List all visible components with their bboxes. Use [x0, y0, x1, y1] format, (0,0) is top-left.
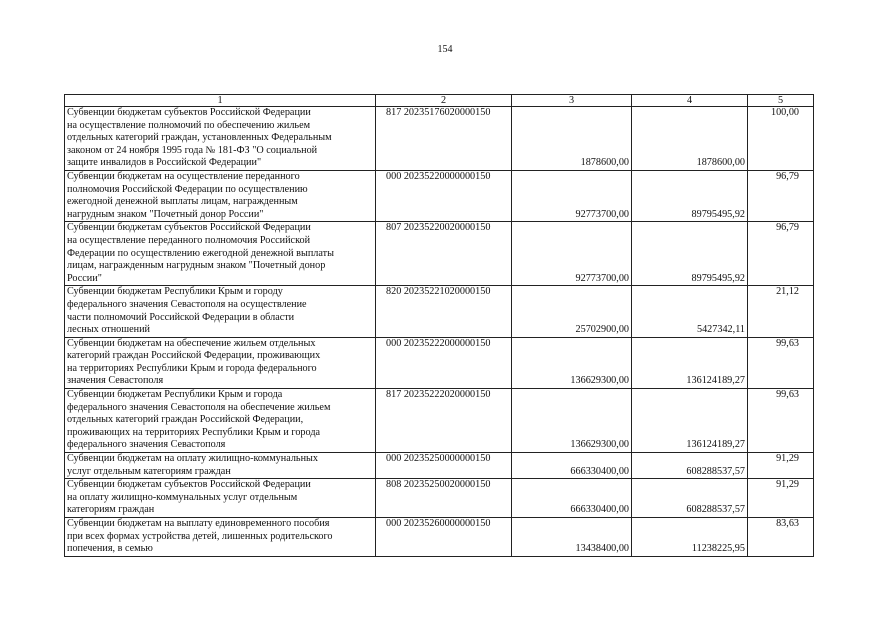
row-col4-value: 608288537,57 — [632, 479, 748, 518]
description-line: Субвенции бюджетам на осуществление переданного — [67, 170, 300, 182]
description-line: услуг отдельным категориям граждан — [67, 465, 231, 477]
row-description — [65, 389, 376, 453]
row-col4-value: 89795495,92 — [632, 170, 748, 221]
table-row — [65, 222, 814, 286]
row-code: 807 20235220020000150 — [376, 222, 512, 286]
description-line: при всех формах устройства детей, лишенных родительского — [67, 530, 333, 542]
row-col3-value: 92773700,00 — [512, 222, 632, 286]
header-col-4: 4 — [632, 95, 748, 107]
row-code: 820 20235221020000150 — [376, 286, 512, 337]
row-col3-value: 666330400,00 — [512, 479, 632, 518]
description-line: России" — [67, 272, 102, 284]
description-line: федерального значения Севастополя — [67, 439, 226, 451]
table-row — [65, 286, 814, 337]
row-code: 000 20235222000000150 — [376, 337, 512, 388]
row-col4-value: 5427342,11 — [632, 286, 748, 337]
description-line: на территориях Республики Крым и города федерального — [67, 362, 317, 374]
row-col3-value: 1878600,00 — [512, 107, 632, 171]
row-col3-value: 666330400,00 — [512, 453, 632, 479]
table-body — [65, 95, 814, 557]
page-number: 154 — [437, 44, 453, 55]
row-description — [65, 337, 376, 388]
description-line: на осуществление переданного полномочия Российской — [67, 234, 311, 246]
description-line: Субвенции бюджетам Республики Крым и городу — [67, 286, 283, 298]
row-code: 817 20235176020000150 — [376, 107, 512, 171]
budget-table — [64, 94, 814, 557]
row-col4-value: 11238225,95 — [632, 518, 748, 557]
description-line: на осуществление полномочий по обеспечению жильем — [67, 119, 311, 131]
row-code: 000 20235250000000150 — [376, 453, 512, 479]
row-col5-percent: 21,12 — [748, 286, 814, 337]
row-col5-percent: 100,00 — [748, 107, 814, 171]
row-col5-percent: 99,63 — [748, 337, 814, 388]
table-row — [65, 107, 814, 171]
description-line: Субвенции бюджетам субъектов Российской Федерации — [67, 107, 311, 118]
table-row — [65, 479, 814, 518]
row-col3-value: 136629300,00 — [512, 389, 632, 453]
description-line: на оплату жилищно-коммунальных услуг отдельным — [67, 491, 298, 503]
description-line: ежегодной денежной выплаты лицам, награжденным — [67, 196, 298, 208]
description-line: Субвенции бюджетам субъектов Российской Федерации — [67, 222, 311, 234]
row-col4-value: 136124189,27 — [632, 337, 748, 388]
row-col5-percent: 96,79 — [748, 170, 814, 221]
description-line: проживающих на территориях Республики Крым и города — [67, 426, 321, 438]
row-col3-value: 136629300,00 — [512, 337, 632, 388]
row-col5-percent: 91,29 — [748, 479, 814, 518]
row-col4-value: 89795495,92 — [632, 222, 748, 286]
row-code: 000 20235220000000150 — [376, 170, 512, 221]
row-col4-value: 136124189,27 — [632, 389, 748, 453]
table-row — [65, 518, 814, 557]
description-line: значения Севастополя — [67, 375, 164, 387]
row-col5-percent: 83,63 — [748, 518, 814, 557]
description-line: полномочия Российской Федерации по осуществлению — [67, 183, 308, 195]
row-code: 000 20235260000000150 — [376, 518, 512, 557]
row-description — [65, 286, 376, 337]
row-col5-percent: 96,79 — [748, 222, 814, 286]
description-line: части полномочий Российской Федерации в области — [67, 311, 295, 323]
description-line: законом от 24 ноября 1995 года № 181-ФЗ "О социальной — [67, 144, 318, 156]
description-line: отдельных категорий граждан, установленных Федеральным — [67, 132, 332, 144]
description-line: Субвенции бюджетам Республики Крым и города — [67, 389, 283, 401]
description-line: федерального значения Севастополя на обеспечение жильем — [67, 401, 331, 413]
row-description — [65, 170, 376, 221]
header-col-5: 5 — [748, 95, 814, 107]
row-col4-value: 1878600,00 — [632, 107, 748, 171]
row-code: 817 20235222020000150 — [376, 389, 512, 453]
description-line: нагрудным знаком "Почетный донор России" — [67, 208, 264, 220]
description-line: лицам, награжденным нагрудным знаком "Почетный донор — [67, 260, 326, 272]
header-row — [65, 95, 814, 107]
row-col5-percent: 99,63 — [748, 389, 814, 453]
table-row — [65, 170, 814, 221]
header-col-1: 1 — [65, 95, 376, 107]
row-col3-value: 92773700,00 — [512, 170, 632, 221]
row-description — [65, 453, 376, 479]
description-line: Субвенции бюджетам на оплату жилищно-коммунальных — [67, 453, 318, 465]
description-line: Субвенции бюджетам на выплату единовременного пособия — [67, 518, 330, 529]
table-row — [65, 453, 814, 479]
description-line: попечения, в семью — [67, 543, 153, 555]
header-col-3: 3 — [512, 95, 632, 107]
row-col3-value: 25702900,00 — [512, 286, 632, 337]
description-line: категориям граждан — [67, 504, 155, 516]
row-description — [65, 107, 376, 171]
description-line: федерального значения Севастополя на осуществление — [67, 298, 307, 310]
description-line: Субвенции бюджетам субъектов Российской Федерации — [67, 479, 311, 491]
description-line: защите инвалидов в Российской Федерации" — [67, 157, 262, 169]
description-line: категорий граждан Российской Федерации, проживающих — [67, 350, 321, 362]
table-row — [65, 389, 814, 453]
description-line: отдельных категорий граждан Российской Федерации, — [67, 414, 304, 426]
row-description — [65, 518, 376, 557]
description-line: лесных отношений — [67, 324, 150, 336]
row-code: 808 20235250020000150 — [376, 479, 512, 518]
table-row — [65, 337, 814, 388]
row-description — [65, 479, 376, 518]
row-col4-value: 608288537,57 — [632, 453, 748, 479]
description-line: Федерации по осуществлению ежегодной денежной выплаты — [67, 247, 334, 259]
row-col5-percent: 91,29 — [748, 453, 814, 479]
header-col-2: 2 — [376, 95, 512, 107]
row-col3-value: 13438400,00 — [512, 518, 632, 557]
description-line: Субвенции бюджетам на обеспечение жильем отдельных — [67, 337, 316, 349]
row-description — [65, 222, 376, 286]
